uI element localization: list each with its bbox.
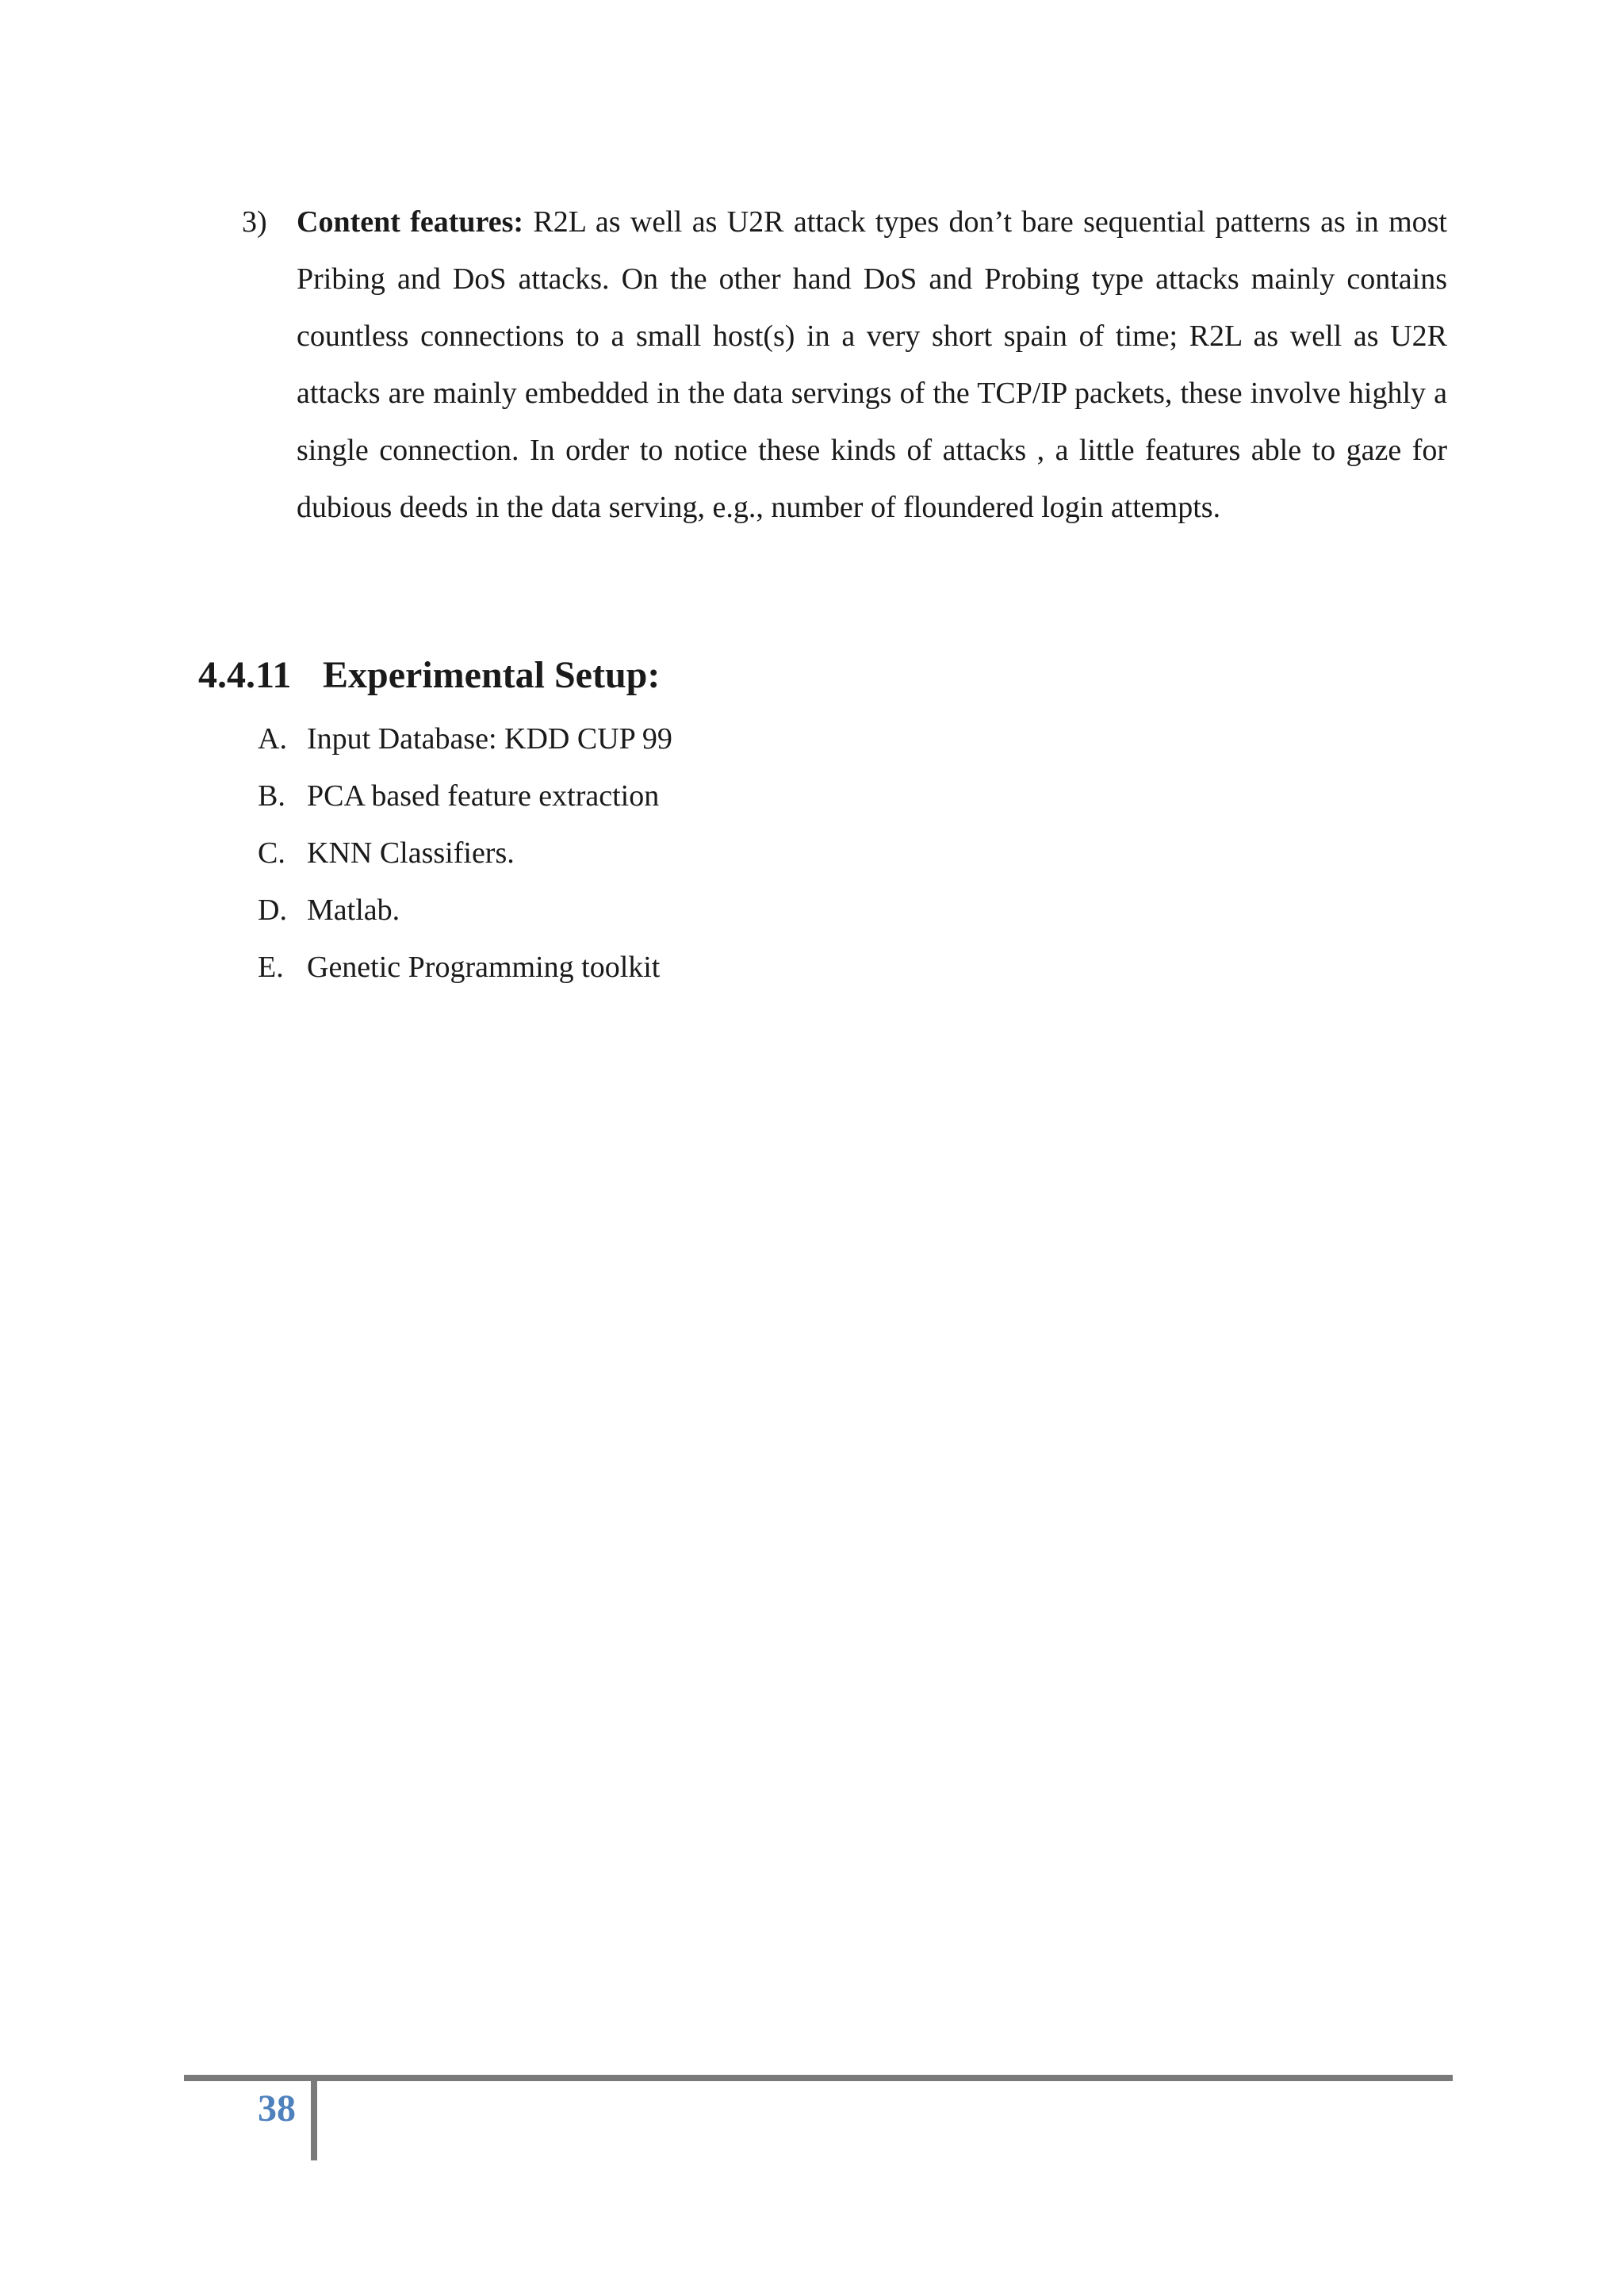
list-item (258, 710, 672, 767)
page-number: 38 (258, 2087, 296, 2130)
section-heading (198, 647, 660, 704)
setup-list (258, 710, 672, 996)
section-title: Experimental Setup: (323, 654, 661, 696)
content-features-text: R2L as well as U2R attack types don’t bare sequential patterns as in most Pribing and DoS attacks. On the other hand DoS and Probing type attacks mainly contains countless connections to a small host(s) in a very short spain of time; R2L as well as U2R attacks are mainly embedded in the data servings of the TCP/IP packets, these involve highly a single connection. In order to notice these kinds of attacks , a little features able to gaze for dubious deeds in the data serving, e.g., number of floundered login attempts. (297, 205, 1447, 524)
footer-divider-tick (311, 2081, 317, 2160)
content-features-paragraph (297, 193, 1447, 536)
list-item-text: Input Database: KDD CUP 99 (307, 722, 672, 756)
list-item-text: Matlab. (307, 894, 400, 927)
list-item-text: PCA based feature extraction (307, 779, 660, 813)
list-item (258, 825, 672, 882)
list-item (258, 939, 672, 996)
list-item-text: Genetic Programming toolkit (307, 951, 661, 984)
list-letter: D. (258, 894, 287, 927)
content-features-term: Content features: (297, 205, 524, 239)
list-letter: B. (258, 779, 285, 813)
section-number: 4.4.11 (198, 654, 292, 696)
list-marker: 3) (242, 205, 267, 239)
list-item (258, 767, 672, 825)
list-letter: A. (258, 722, 287, 756)
list-letter: C. (258, 836, 285, 870)
footer-rule (184, 2075, 1453, 2081)
list-item-text: KNN Classifiers. (307, 836, 515, 870)
list-item (258, 882, 672, 939)
list-letter: E. (258, 951, 284, 984)
